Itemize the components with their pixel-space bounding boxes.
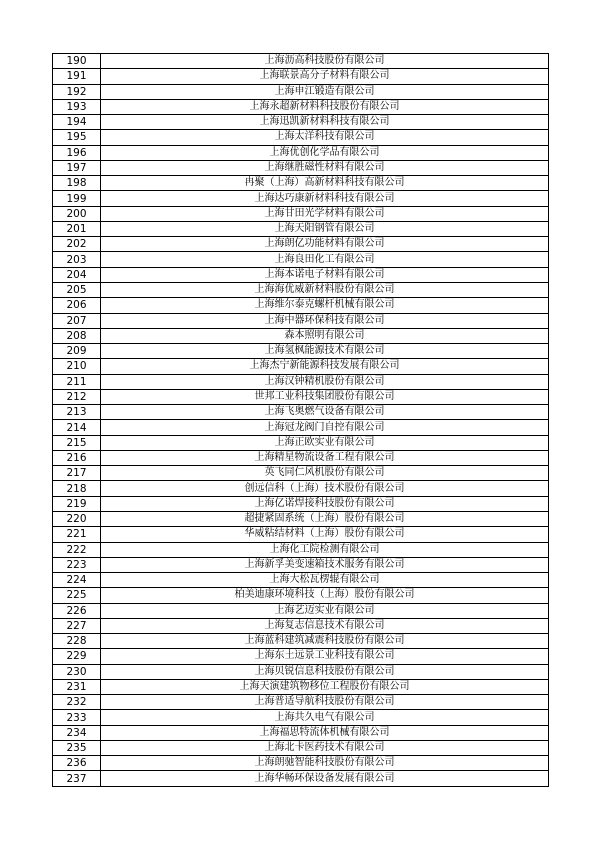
company-name-cell: 上海亿诺焊接科技股份有限公司 xyxy=(101,496,549,511)
row-number-cell: 235 xyxy=(53,740,101,755)
table-row xyxy=(53,374,549,389)
company-name-cell: 上海中器环保科技有限公司 xyxy=(101,313,549,328)
company-name-cell: 上海朗亿功能材料有限公司 xyxy=(101,237,549,252)
table-row xyxy=(53,115,549,130)
company-name-cell: 森本照明有限公司 xyxy=(101,328,549,343)
row-number-cell: 203 xyxy=(53,252,101,267)
company-name-cell: 上海达巧康新材料科技有限公司 xyxy=(101,191,549,206)
row-number-cell: 201 xyxy=(53,221,101,236)
table-row xyxy=(53,54,549,69)
table-row xyxy=(53,573,549,588)
row-number-cell: 221 xyxy=(53,527,101,542)
table-row xyxy=(53,664,549,679)
table-row xyxy=(53,710,549,725)
company-name-cell: 上海甘田光学材料有限公司 xyxy=(101,206,549,221)
row-number-cell: 205 xyxy=(53,282,101,297)
row-number-cell: 217 xyxy=(53,466,101,481)
company-name-cell: 上海化工院检测有限公司 xyxy=(101,542,549,557)
company-name-cell: 上海冠龙阀门自控有限公司 xyxy=(101,420,549,435)
table-row xyxy=(53,603,549,618)
table-row xyxy=(53,206,549,221)
company-name-cell: 上海联景高分子材料有限公司 xyxy=(101,69,549,84)
row-number-cell: 193 xyxy=(53,99,101,114)
row-number-cell: 204 xyxy=(53,267,101,282)
company-name-cell: 上海天演建筑物移位工程股份有限公司 xyxy=(101,679,549,694)
company-name-cell: 上海朗驰智能科技股份有限公司 xyxy=(101,756,549,771)
company-name-cell: 上海贝锐信息科技股份有限公司 xyxy=(101,664,549,679)
company-name-cell: 上海天阳钢管有限公司 xyxy=(101,221,549,236)
row-number-cell: 226 xyxy=(53,603,101,618)
row-number-cell: 219 xyxy=(53,496,101,511)
table-row xyxy=(53,756,549,771)
company-name-cell: 上海蓝科建筑减震科技股份有限公司 xyxy=(101,634,549,649)
table-row xyxy=(53,328,549,343)
table-row xyxy=(53,695,549,710)
company-name-cell: 上海北卡医药技术有限公司 xyxy=(101,740,549,755)
row-number-cell: 199 xyxy=(53,191,101,206)
table-row xyxy=(53,267,549,282)
table-row xyxy=(53,176,549,191)
company-name-cell: 英飞同仁风机股份有限公司 xyxy=(101,466,549,481)
table-row xyxy=(53,405,549,420)
row-number-cell: 236 xyxy=(53,756,101,771)
company-name-cell: 柏美迪康环境科技（上海）股份有限公司 xyxy=(101,588,549,603)
row-number-cell: 202 xyxy=(53,237,101,252)
row-number-cell: 222 xyxy=(53,542,101,557)
row-number-cell: 213 xyxy=(53,405,101,420)
row-number-cell: 198 xyxy=(53,176,101,191)
table-row xyxy=(53,557,549,572)
table-row xyxy=(53,740,549,755)
row-number-cell: 206 xyxy=(53,298,101,313)
company-name-cell: 上海汉钟精机股份有限公司 xyxy=(101,374,549,389)
row-number-cell: 234 xyxy=(53,725,101,740)
table-row xyxy=(53,435,549,450)
table-row xyxy=(53,237,549,252)
table-row xyxy=(53,420,549,435)
company-name-cell: 上海新孚美变速箱技术服务有限公司 xyxy=(101,557,549,572)
row-number-cell: 209 xyxy=(53,344,101,359)
company-name-cell: 世邦工业科技集团股份有限公司 xyxy=(101,389,549,404)
row-number-cell: 230 xyxy=(53,664,101,679)
table-row xyxy=(53,466,549,481)
table-row xyxy=(53,618,549,633)
row-number-cell: 195 xyxy=(53,130,101,145)
table-row xyxy=(53,130,549,145)
table-row xyxy=(53,84,549,99)
table-row xyxy=(53,649,549,664)
table-row xyxy=(53,69,549,84)
table-row xyxy=(53,450,549,465)
table-row xyxy=(53,634,549,649)
row-number-cell: 227 xyxy=(53,618,101,633)
company-name-cell: 上海普适导航科技股份有限公司 xyxy=(101,695,549,710)
row-number-cell: 214 xyxy=(53,420,101,435)
company-name-cell: 上海良田化工有限公司 xyxy=(101,252,549,267)
table-row xyxy=(53,313,549,328)
company-name-cell: 创远信科（上海）技术股份有限公司 xyxy=(101,481,549,496)
company-name-cell: 上海继胜磁性材料有限公司 xyxy=(101,160,549,175)
row-number-cell: 190 xyxy=(53,54,101,69)
table-row xyxy=(53,359,549,374)
company-name-cell: 上海优创化学品有限公司 xyxy=(101,145,549,160)
table-row xyxy=(53,344,549,359)
row-number-cell: 218 xyxy=(53,481,101,496)
table-row xyxy=(53,511,549,526)
row-number-cell: 216 xyxy=(53,450,101,465)
row-number-cell: 196 xyxy=(53,145,101,160)
row-number-cell: 200 xyxy=(53,206,101,221)
table-row xyxy=(53,679,549,694)
company-name-cell: 上海华畅环保设备发展有限公司 xyxy=(101,771,549,786)
row-number-cell: 212 xyxy=(53,389,101,404)
row-number-cell: 231 xyxy=(53,679,101,694)
company-name-cell: 上海东土远景工业科技有限公司 xyxy=(101,649,549,664)
table-row xyxy=(53,481,549,496)
company-name-cell: 上海太洋科技有限公司 xyxy=(101,130,549,145)
table-row xyxy=(53,542,549,557)
company-name-cell: 上海共久电气有限公司 xyxy=(101,710,549,725)
company-name-cell: 上海大松瓦楞辊有限公司 xyxy=(101,573,549,588)
row-number-cell: 192 xyxy=(53,84,101,99)
company-list-table xyxy=(52,53,549,787)
company-name-cell: 上海迅凯新材料科技有限公司 xyxy=(101,115,549,130)
table-row xyxy=(53,252,549,267)
row-number-cell: 208 xyxy=(53,328,101,343)
row-number-cell: 194 xyxy=(53,115,101,130)
row-number-cell: 228 xyxy=(53,634,101,649)
company-name-cell: 冉聚（上海）高新材料科技有限公司 xyxy=(101,176,549,191)
table-row xyxy=(53,221,549,236)
company-name-cell: 上海维尔泰克螺杆机械有限公司 xyxy=(101,298,549,313)
row-number-cell: 215 xyxy=(53,435,101,450)
row-number-cell: 211 xyxy=(53,374,101,389)
company-name-cell: 超捷紧固系统（上海）股份有限公司 xyxy=(101,511,549,526)
row-number-cell: 223 xyxy=(53,557,101,572)
table-body xyxy=(53,54,549,787)
row-number-cell: 220 xyxy=(53,511,101,526)
table-row xyxy=(53,99,549,114)
row-number-cell: 207 xyxy=(53,313,101,328)
company-name-cell: 上海杰宁新能源科技发展有限公司 xyxy=(101,359,549,374)
company-name-cell: 上海复志信息技术有限公司 xyxy=(101,618,549,633)
company-name-cell: 上海精星物流设备工程有限公司 xyxy=(101,450,549,465)
company-name-cell: 华威粘结材料（上海）股份有限公司 xyxy=(101,527,549,542)
row-number-cell: 232 xyxy=(53,695,101,710)
row-number-cell: 233 xyxy=(53,710,101,725)
table-row xyxy=(53,160,549,175)
table-row xyxy=(53,389,549,404)
company-name-cell: 上海氢枫能源技术有限公司 xyxy=(101,344,549,359)
table-row xyxy=(53,191,549,206)
table-row xyxy=(53,145,549,160)
company-name-cell: 上海艺迈实业有限公司 xyxy=(101,603,549,618)
company-name-cell: 上海申江锻造有限公司 xyxy=(101,84,549,99)
company-name-cell: 上海本诺电子材料有限公司 xyxy=(101,267,549,282)
table-row xyxy=(53,298,549,313)
company-name-cell: 上海福思特流体机械有限公司 xyxy=(101,725,549,740)
row-number-cell: 237 xyxy=(53,771,101,786)
row-number-cell: 197 xyxy=(53,160,101,175)
table-row xyxy=(53,527,549,542)
row-number-cell: 229 xyxy=(53,649,101,664)
company-name-cell: 上海永超新材料科技股份有限公司 xyxy=(101,99,549,114)
row-number-cell: 225 xyxy=(53,588,101,603)
row-number-cell: 210 xyxy=(53,359,101,374)
row-number-cell: 191 xyxy=(53,69,101,84)
table-row xyxy=(53,496,549,511)
company-name-cell: 上海飞奥燃气设备有限公司 xyxy=(101,405,549,420)
company-name-cell: 上海沥高科技股份有限公司 xyxy=(101,54,549,69)
company-name-cell: 上海海优威新材料股份有限公司 xyxy=(101,282,549,297)
table-row xyxy=(53,771,549,786)
row-number-cell: 224 xyxy=(53,573,101,588)
table-row xyxy=(53,282,549,297)
company-name-cell: 上海正欧实业有限公司 xyxy=(101,435,549,450)
table-row xyxy=(53,588,549,603)
table-row xyxy=(53,725,549,740)
